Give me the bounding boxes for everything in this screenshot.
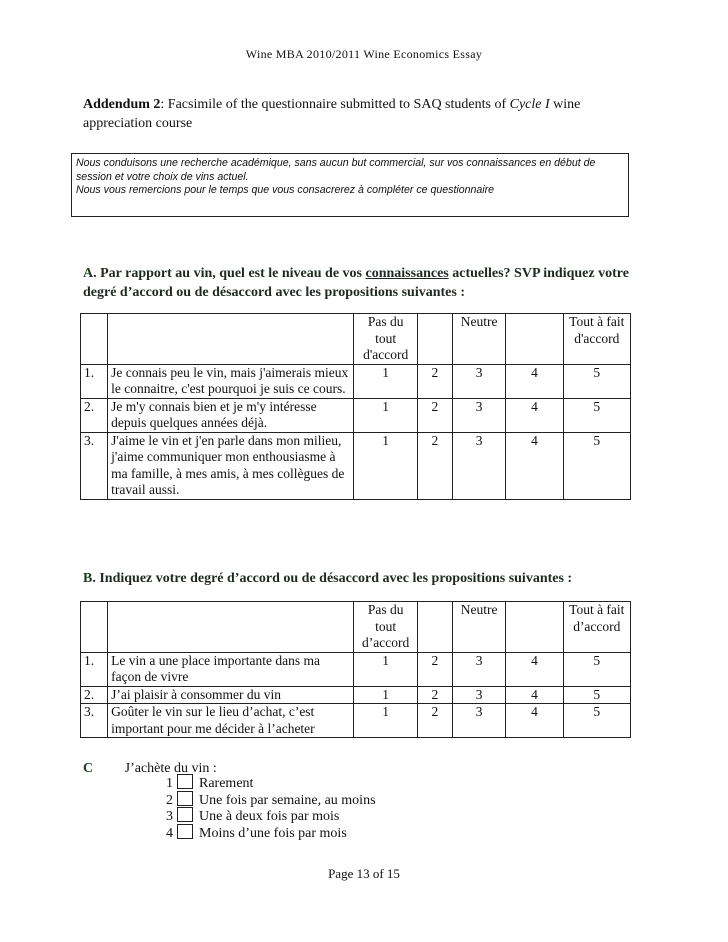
scale-option-5[interactable]: 5 — [563, 686, 630, 704]
scale-option-2[interactable]: 2 — [417, 686, 452, 704]
section-a-letter: A — [83, 266, 94, 281]
table-row — [81, 432, 631, 499]
page-footer: Page 13 of 15 — [328, 866, 400, 881]
header-blank-4 — [506, 602, 563, 653]
table-row — [81, 398, 631, 432]
scale-option-2[interactable]: 2 — [417, 652, 452, 686]
addendum-text-before: : Facsimile of the questionnaire submitted to SAQ students of — [160, 97, 510, 112]
addendum-label: Addendum 2 — [83, 97, 161, 112]
section-a-part2: actuelles? SVP indiquez votre degré d’accord ou de désaccord avec les propositions suivantes : — [83, 266, 629, 300]
addendum-caption — [83, 95, 643, 133]
row-number: 2. — [81, 398, 108, 432]
scale-option-5[interactable]: 5 — [563, 704, 630, 738]
addendum-text-after: wine appreciation course — [83, 97, 581, 131]
scale-option-2[interactable]: 2 — [417, 704, 452, 738]
header-pas-du-tout: Pas du tout d'accord — [354, 314, 417, 365]
row-number: 2. — [81, 686, 108, 704]
scale-option-1[interactable]: 1 — [354, 686, 417, 704]
row-statement: Je m'y connais bien et je m'y intéresse depuis quelques années déjà. — [108, 398, 354, 432]
row-number: 1. — [81, 652, 108, 686]
scale-option-3[interactable]: 3 — [453, 686, 506, 704]
purchase-option-4 — [166, 824, 347, 842]
table-row — [81, 686, 631, 704]
header-tout-a-fait: Tout à fait d'accord — [563, 314, 630, 365]
section-c-question: J’achète du vin : — [124, 761, 217, 776]
row-statement: Je connais peu le vin, mais j'aimerais mieux le connaitre, c'est pourquoi je suis ce cours. — [108, 364, 354, 398]
checkbox[interactable] — [177, 791, 193, 806]
section-b-text: . Indiquez votre degré d’accord ou de désaccord avec les propositions suivantes : — [92, 571, 573, 586]
scale-option-4[interactable]: 4 — [506, 398, 563, 432]
option-label: Une à deux fois par mois — [199, 809, 340, 824]
page-header: Wine MBA 2010/2011 Wine Economics Essay — [245, 47, 483, 61]
row-statement: Le vin a une place importante dans ma façon de vivre — [108, 652, 354, 686]
option-number: 4 — [166, 826, 173, 841]
scale-option-3[interactable]: 3 — [453, 398, 506, 432]
section-b-letter: B — [83, 571, 93, 586]
scale-option-5[interactable]: 5 — [563, 432, 630, 499]
scale-option-2[interactable]: 2 — [417, 432, 452, 499]
scale-option-1[interactable]: 1 — [354, 364, 417, 398]
intro-note-line2: Nous vous remercions pour le temps que vous consacrerez à compléter ce questionnaire — [76, 184, 495, 196]
option-number: 1 — [166, 776, 173, 791]
scale-option-1[interactable]: 1 — [354, 398, 417, 432]
checkbox[interactable] — [177, 774, 193, 789]
scale-option-5[interactable]: 5 — [563, 652, 630, 686]
scale-option-5[interactable]: 5 — [563, 398, 630, 432]
scale-option-2[interactable]: 2 — [417, 398, 452, 432]
row-number: 3. — [81, 432, 108, 499]
table-row — [81, 652, 631, 686]
scale-option-4[interactable]: 4 — [506, 704, 563, 738]
header-blank-4 — [506, 314, 563, 365]
scale-option-1[interactable]: 1 — [354, 652, 417, 686]
header-blank-text — [108, 314, 354, 365]
header-blank-text — [108, 602, 354, 653]
row-statement: Goûter le vin sur le lieu d’achat, c’est important pour me décider à l’acheter — [108, 704, 354, 738]
table-row — [81, 364, 631, 398]
scale-option-1[interactable]: 1 — [354, 432, 417, 499]
scale-option-3[interactable]: 3 — [453, 652, 506, 686]
header-blank-2 — [417, 314, 452, 365]
option-label: Une fois par semaine, au moins — [199, 793, 376, 808]
section-b-table — [80, 601, 631, 738]
scale-option-3[interactable]: 3 — [453, 704, 506, 738]
option-label: Rarement — [199, 776, 254, 791]
section-a-underlined: connaissances — [365, 266, 449, 281]
section-a-part1: . Par rapport au vin, quel est le niveau de vos — [93, 266, 366, 281]
option-number: 3 — [166, 809, 173, 824]
option-label: Moins d’une fois par mois — [199, 826, 347, 841]
checkbox[interactable] — [177, 824, 193, 839]
addendum-italic: Cycle I — [509, 97, 550, 112]
row-number: 1. — [81, 364, 108, 398]
section-a-table — [80, 313, 631, 500]
row-statement: J'aime le vin et j'en parle dans mon milieu, j'aime communiquer mon enthousiasme à ma famille, à mes amis, à mes collègues de travail aussi. — [108, 432, 354, 499]
header-blank-2 — [417, 602, 452, 653]
scale-option-4[interactable]: 4 — [506, 364, 563, 398]
row-number: 3. — [81, 704, 108, 738]
scale-option-4[interactable]: 4 — [506, 432, 563, 499]
scale-option-1[interactable]: 1 — [354, 704, 417, 738]
section-c-letter: C — [83, 761, 94, 776]
purchase-option-3 — [166, 807, 339, 825]
header-neutre: Neutre — [453, 602, 506, 653]
header-blank-num — [81, 314, 108, 365]
header-tout-a-fait: Tout à fait d’accord — [563, 602, 630, 653]
scale-option-3[interactable]: 3 — [453, 364, 506, 398]
section-b-heading — [83, 569, 653, 588]
header-pas-du-tout: Pas du tout d’accord — [354, 602, 417, 653]
scale-option-4[interactable]: 4 — [506, 686, 563, 704]
table-row — [81, 704, 631, 738]
header-blank-num — [81, 602, 108, 653]
intro-note-box — [71, 153, 629, 217]
scale-option-2[interactable]: 2 — [417, 364, 452, 398]
header-neutre: Neutre — [453, 314, 506, 365]
section-a-header-row — [81, 314, 631, 365]
scale-option-3[interactable]: 3 — [453, 432, 506, 499]
section-a-heading — [83, 264, 653, 302]
intro-note-line1: Nous conduisons une recherche académique, sans aucun but commercial, sur vos connaissances en début de session et votre choix de vins actuel. — [76, 157, 596, 183]
checkbox[interactable] — [177, 807, 193, 822]
scale-option-5[interactable]: 5 — [563, 364, 630, 398]
option-number: 2 — [166, 793, 173, 808]
row-statement: J’ai plaisir à consommer du vin — [108, 686, 354, 704]
section-b-header-row — [81, 602, 631, 653]
purchase-option-1 — [166, 774, 253, 792]
scale-option-4[interactable]: 4 — [506, 652, 563, 686]
